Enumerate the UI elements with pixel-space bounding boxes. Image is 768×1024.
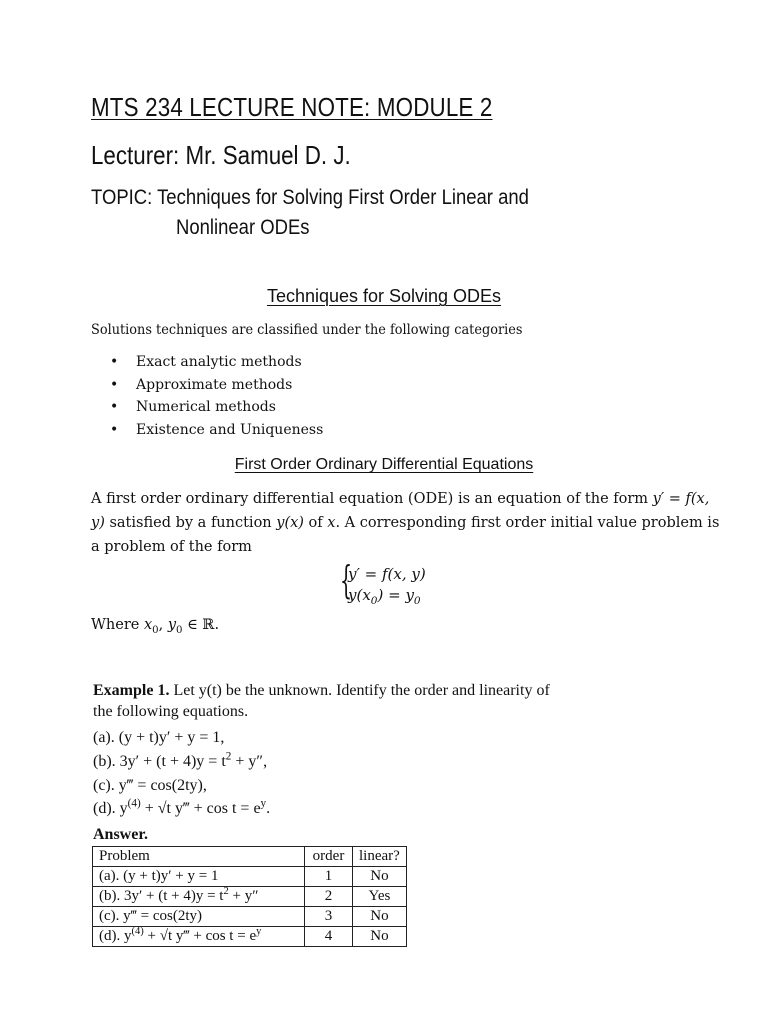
math-expression: y(x) — [276, 515, 304, 531]
table-row — [93, 887, 407, 907]
system-equation-1: y′ = f(x, y) — [348, 565, 426, 583]
order-cell: 2 — [305, 887, 353, 907]
equation-part: ) = y — [377, 586, 414, 604]
paragraph-text: satisfied by a function — [104, 515, 277, 531]
example-text-line2: the following equations. — [93, 703, 249, 720]
math-expression: x — [327, 515, 336, 531]
equation-part: y(x — [348, 586, 371, 604]
paragraph-text: A first order ordinary differential equation (ODE) is an equation of the form — [91, 491, 653, 507]
equation-part: + √t y‴ + cos t = e — [143, 928, 257, 944]
bullet-icon: • — [110, 421, 119, 438]
domain-statement — [91, 617, 220, 636]
equation-part: + √t y‴ + cos t = e — [140, 800, 261, 817]
topic-line-2: Nonlinear ODEs — [176, 216, 310, 239]
example-item-d — [93, 797, 271, 818]
section-heading-first-order — [0, 456, 768, 474]
list-item — [110, 354, 323, 377]
ivp-system — [340, 558, 460, 608]
bullet-icon: • — [110, 354, 119, 370]
equation-superscript: (4) — [131, 926, 144, 937]
topic-line-1: TOPIC: Techniques for Solving First Order Linear and — [91, 186, 529, 209]
list-item — [110, 399, 323, 422]
statement-text: , — [158, 617, 168, 633]
problem-cell — [93, 907, 305, 927]
bullet-icon: • — [110, 376, 119, 393]
order-cell: 1 — [305, 867, 353, 887]
problem-cell — [93, 887, 305, 907]
definition-paragraph — [91, 487, 721, 559]
linear-cell: Yes — [353, 887, 407, 907]
equation-part: (d). y — [99, 928, 132, 944]
statement-text: ∈ ℝ. — [182, 617, 220, 633]
statement-text: Where — [91, 617, 144, 633]
list-item-label: Existence and Uniqueness — [136, 421, 324, 438]
list-item — [110, 377, 323, 400]
equation-part: (c). y‴ = cos(2ty) — [99, 908, 203, 924]
example-item-c: (c). y‴ = cos(2ty), — [93, 777, 207, 794]
equation-superscript: 2 — [223, 886, 229, 897]
answer-label: Answer. — [93, 826, 148, 843]
equation-part: (b). 3y′ + (t + 4)y = t — [93, 753, 226, 770]
intro-text: Solutions techniques are classified under the following categories — [91, 322, 523, 338]
list-item — [110, 422, 323, 445]
brace-symbol: { — [340, 558, 353, 602]
equation-part: (a). (y + t)y′ + y = 1 — [99, 868, 219, 884]
example-heading — [93, 682, 550, 700]
problem-cell — [93, 867, 305, 887]
example-item-b — [93, 750, 268, 771]
linear-cell: No — [353, 907, 407, 927]
equation-subscript: 0 — [413, 595, 421, 607]
equation-part: (d). y — [93, 800, 128, 817]
math-variable: y — [167, 617, 177, 633]
lecturer-line: Lecturer: Mr. Samuel D. J. — [91, 140, 351, 170]
table-row — [93, 907, 407, 927]
equation-superscript: (4) — [127, 797, 141, 810]
example-item-a: (a). (y + t)y′ + y = 1, — [93, 729, 225, 746]
section-heading-techniques — [0, 286, 768, 307]
table-header-row — [93, 847, 407, 867]
linear-cell: No — [353, 867, 407, 887]
math-subscript: 0 — [152, 624, 159, 636]
column-header-order: order — [305, 847, 353, 867]
table-row — [93, 927, 407, 947]
equation-subscript: 0 — [370, 595, 378, 607]
example-text: Let y(t) be the unknown. Identify the order and linearity of — [169, 682, 550, 699]
technique-list — [110, 354, 323, 444]
bullet-icon: • — [110, 399, 119, 415]
equation-part: . — [266, 800, 271, 817]
paragraph-text: . A corresponding first order initial value problem is a problem of the form — [91, 515, 720, 555]
column-header-linear: linear? — [353, 847, 407, 867]
equation-part: (b). 3y′ + (t + 4)y = t — [99, 888, 224, 904]
order-cell: 3 — [305, 907, 353, 927]
equation-part: + y″, — [231, 753, 268, 770]
linear-cell: No — [353, 927, 407, 947]
section-heading-text: First Order Ordinary Differential Equations — [234, 456, 534, 473]
list-item-label: Approximate methods — [136, 376, 293, 393]
system-equation-2 — [348, 586, 421, 607]
problem-cell — [93, 927, 305, 947]
list-item-label: Numerical methods — [136, 399, 276, 415]
document-title: MTS 234 LECTURE NOTE: MODULE 2 — [91, 92, 493, 122]
table-row — [93, 867, 407, 887]
order-cell: 4 — [305, 927, 353, 947]
equation-superscript: 2 — [225, 750, 232, 763]
math-expression: y′ = f(x, y) — [91, 491, 710, 531]
equation-superscript: y — [256, 926, 262, 937]
column-header-problem: Problem — [93, 847, 305, 867]
section-heading-text: Techniques for Solving ODEs — [266, 286, 502, 306]
equation-part: + y″ — [228, 888, 259, 904]
answer-table — [92, 846, 407, 947]
math-subscript: 0 — [176, 624, 183, 636]
math-variable: x — [143, 617, 153, 633]
paragraph-text: of — [303, 515, 328, 531]
equation-superscript: y — [260, 797, 267, 810]
list-item-label: Exact analytic methods — [136, 354, 302, 370]
example-label: Example 1. — [93, 682, 170, 699]
